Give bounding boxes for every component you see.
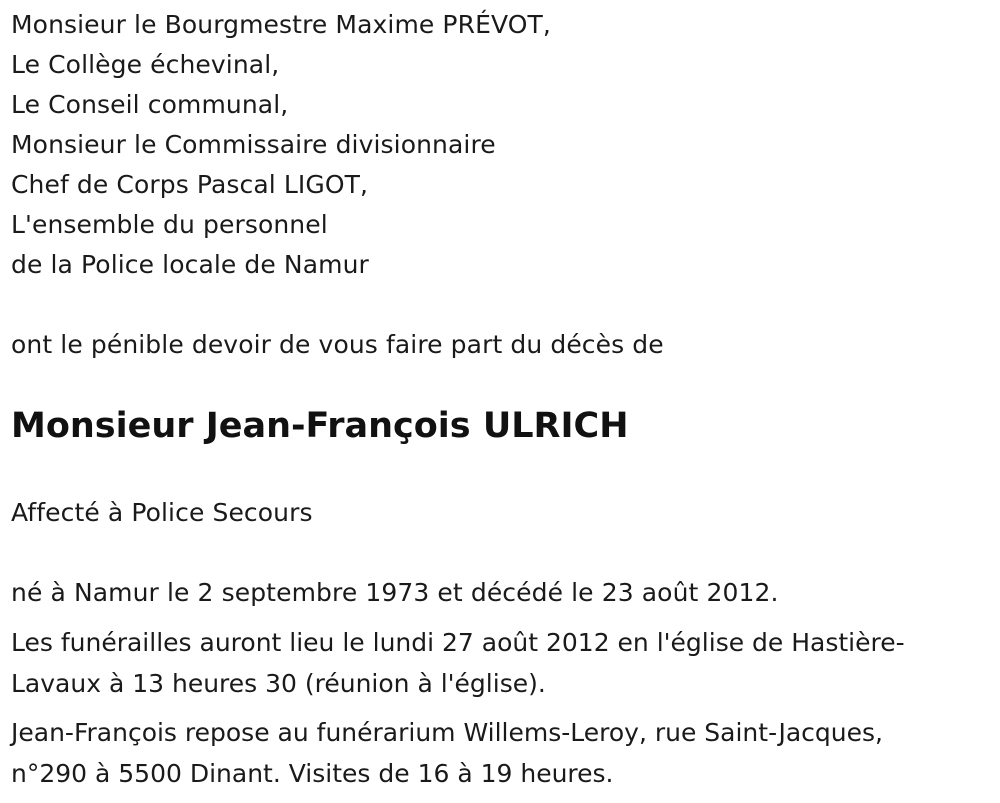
funeral-details-line: Les funérailles auront lieu le lundi 27 août 2012 en l'église de Hastière- [11,628,905,657]
sender-line: Chef de Corps Pascal LIGOT, [11,170,369,199]
funeral-details [11,622,971,704]
funeral-details-line: Lavaux à 13 heures 30 (réunion à l'église). [11,669,546,698]
sender-line: L'ensemble du personnel [11,210,328,239]
funeral-home-line: n°290 à 5500 Dinant. Visites de 16 à 19 heures. [11,759,614,788]
deceased-name: Monsieur Jean-François ULRICH [11,406,629,446]
senders-block [11,5,551,285]
sender-line: de la Police locale de Namur [11,250,369,279]
announcement-intro: ont le pénible devoir de vous faire part du décès de [11,330,664,359]
sender-line: Le Conseil communal, [11,90,289,119]
birth-death-dates: né à Namur le 2 septembre 1973 et décédé le 23 août 2012. [11,578,779,607]
sender-line: Monsieur le Bourgmestre Maxime PRÉVOT, [11,10,551,39]
sender-line: Monsieur le Commissaire divisionnaire [11,130,496,159]
funeral-home-line: Jean-François repose au funérarium Willems-Leroy, rue Saint-Jacques, [11,718,883,747]
funeral-home-details [11,712,971,794]
sender-line: Le Collège échevinal, [11,50,280,79]
deceased-role: Affecté à Police Secours [11,498,313,527]
